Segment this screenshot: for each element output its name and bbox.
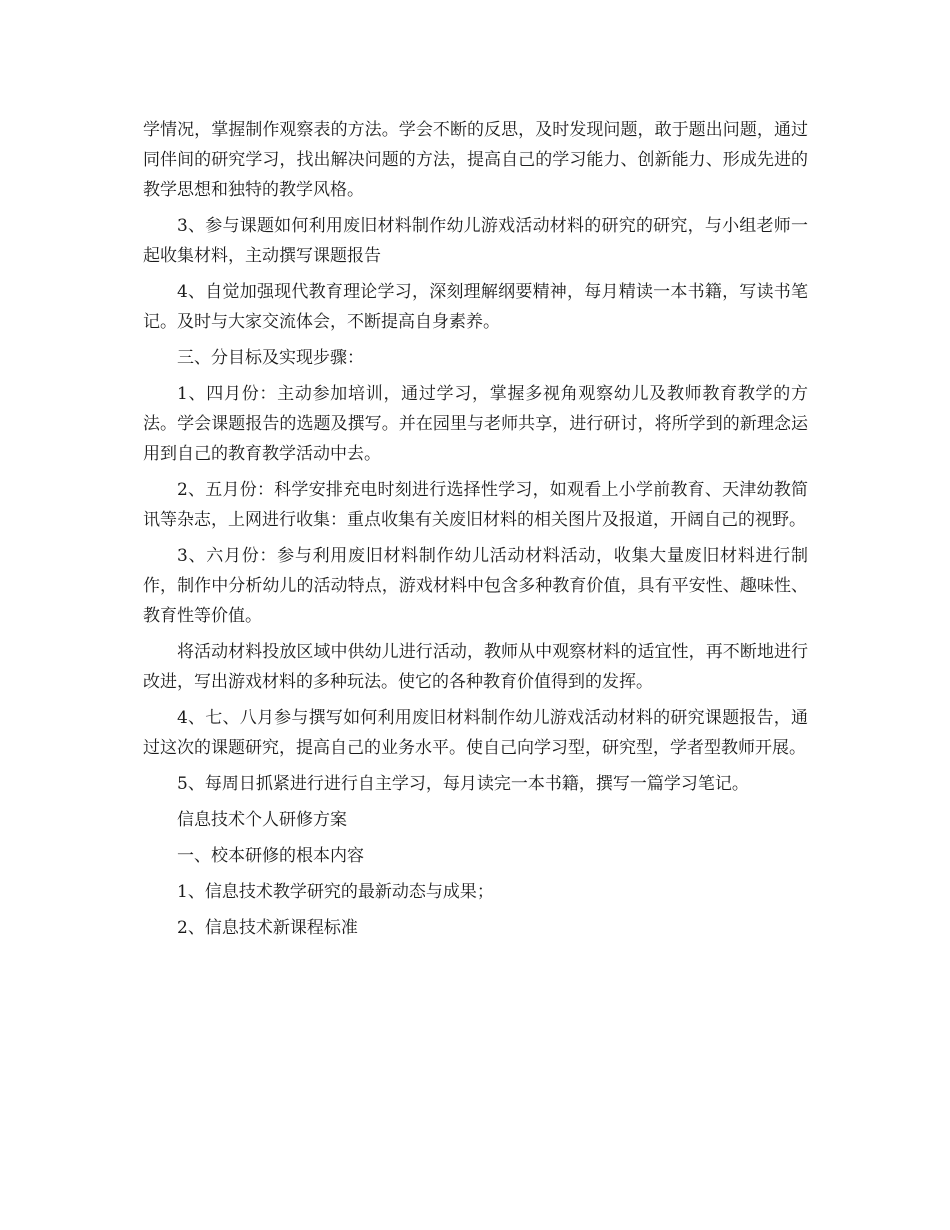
- paragraph: 2、五月份：科学安排充电时刻进行选择性学习，如观看上小学前教育、天津幼教简讯等杂志，上网进行收集：重点收集有关废旧材料的相关图片及报道，开阔自己的视野。: [143, 480, 808, 530]
- section-heading: 一、校本研修的根本内容: [177, 846, 364, 866]
- list-item: 2、信息技术新课程标准: [177, 918, 358, 938]
- paragraph: 1、四月份：主动参加培训，通过学习，掌握多视角观察幼儿及教师教育教学的方法。学会课题报告的选题及撰写。并在园里与老师共享，进行研讨，将所学到的新理念运用到自己的教育教学活动中去。: [143, 384, 808, 464]
- paragraph: 将活动材料投放区域中供幼儿进行活动，教师从中观察材料的适宜性，再不断地进行改进，写出游戏材料的多种玩法。使它的各种教育价值得到的发挥。: [143, 642, 808, 692]
- paragraph: 3、参与课题如何利用废旧材料制作幼儿游戏活动材料的研究的研究，与小组老师一起收集材料，主动撰写课题报告: [143, 216, 808, 266]
- paragraph: 4、七、八月参与撰写如何利用废旧材料制作幼儿游戏活动材料的研究课题报告，通过这次的课题研究，提高自己的业务水平。使自己向学习型，研究型，学者型教师开展。: [143, 708, 808, 758]
- section-heading: 三、分目标及实现步骤：: [177, 348, 364, 368]
- paragraph: 5、每周日抓紧进行进行自主学习，每月读完一本书籍，撰写一篇学习笔记。: [177, 774, 749, 794]
- list-item: 1、信息技术教学研究的最新动态与成果；: [177, 882, 494, 902]
- paragraph: 学情况，掌握制作观察表的方法。学会不断的反思，及时发现问题，敢于题出问题，通过同伴间的研究学习，找出解决问题的方法，提高自己的学习能力、创新能力、形成先进的教学思想和独特的教学风格。: [143, 120, 808, 200]
- document-body: [143, 115, 808, 949]
- paragraph: 4、自觉加强现代教育理论学习，深刻理解纲要精神，每月精读一本书籍，写读书笔记。及时与大家交流体会，不断提高自身素养。: [143, 282, 808, 332]
- paragraph: 3、六月份：参与利用废旧材料制作幼儿活动材料活动，收集大量废旧材料进行制作，制作中分析幼儿的活动特点，游戏材料中包含多种教育价值，具有平安性、趣味性、教育性等价值。: [143, 546, 808, 626]
- document-title: 信息技术个人研修方案: [177, 810, 347, 830]
